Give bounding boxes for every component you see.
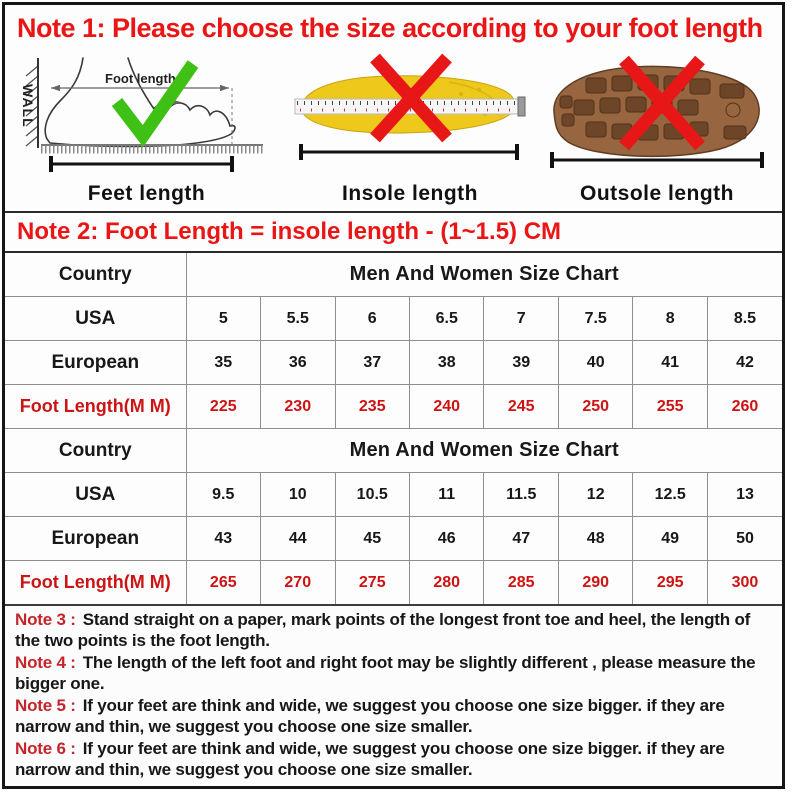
row-label-cell: Foot Length(M M) <box>5 385 186 429</box>
size-cell: 9.5 <box>186 473 260 517</box>
size-cell: 50 <box>707 517 782 561</box>
footlength-cell: 280 <box>409 561 483 605</box>
size-cell: 48 <box>558 517 632 561</box>
row-label-cell: USA <box>5 297 186 341</box>
note-5-label: Note 5 : <box>15 696 76 715</box>
measure-bracket <box>51 156 232 172</box>
table1-european-row <box>5 341 782 385</box>
size-cell: 6.5 <box>409 297 483 341</box>
note2-bar: Note 2: Foot Length = insole length - (1~1.5) CM <box>5 213 782 253</box>
size-cell: 11 <box>409 473 483 517</box>
row-label-cell: European <box>5 517 186 561</box>
footlength-cell: 260 <box>707 385 782 429</box>
size-cell: 35 <box>186 341 260 385</box>
table2-footlength-row <box>5 561 782 605</box>
country-header-cell: Country <box>5 429 186 473</box>
note-3 <box>15 610 772 651</box>
size-cell: 45 <box>335 517 409 561</box>
table2-usa-row <box>5 473 782 517</box>
outsole-length-caption: Outsole length <box>580 182 734 205</box>
size-cell: 37 <box>335 341 409 385</box>
size-cell: 8.5 <box>707 297 782 341</box>
size-cell: 7 <box>484 297 558 341</box>
country-header-cell: Country <box>5 253 186 297</box>
footlength-cell: 270 <box>261 561 335 605</box>
size-cell: 12 <box>558 473 632 517</box>
footlength-cell: 235 <box>335 385 409 429</box>
size-cell: 43 <box>186 517 260 561</box>
footlength-cell: 225 <box>186 385 260 429</box>
note-5-text: If your feet are think and wide, we suggest you choose one size bigger. if they are narrow and thin, we suggest you choose one size smaller. <box>15 696 725 736</box>
size-cell: 46 <box>409 517 483 561</box>
notes-section <box>5 604 782 786</box>
feet-length-caption: Feet length <box>87 182 206 205</box>
size-cell: 39 <box>484 341 558 385</box>
note-5 <box>15 696 772 737</box>
illustrations-row <box>5 51 782 213</box>
size-cell: 44 <box>261 517 335 561</box>
footlength-cell: 275 <box>335 561 409 605</box>
chart-title-cell: Men And Women Size Chart <box>186 253 782 297</box>
footlength-cell: 230 <box>261 385 335 429</box>
table2-european-row <box>5 517 782 561</box>
footlength-cell: 290 <box>558 561 632 605</box>
note-6-text: If your feet are think and wide, we suggest you choose one size bigger. if they are narrow and thin, we suggest you choose one size smaller. <box>15 739 725 779</box>
size-cell: 49 <box>633 517 707 561</box>
note-3-text: Stand straight on a paper, mark points of the longest front toe and heel, the length of the two points is the foot length. <box>15 610 751 650</box>
footlength-cell: 300 <box>707 561 782 605</box>
size-cell: 12.5 <box>633 473 707 517</box>
size-table <box>5 253 782 604</box>
size-cell: 11.5 <box>484 473 558 517</box>
note1-title: Note 1: Please choose the size according to your foot length <box>17 13 763 43</box>
table1-usa-row <box>5 297 782 341</box>
size-cell: 36 <box>261 341 335 385</box>
size-cell: 10.5 <box>335 473 409 517</box>
footlength-cell: 285 <box>484 561 558 605</box>
footlength-cell: 240 <box>409 385 483 429</box>
note-6 <box>15 739 772 780</box>
size-cell: 38 <box>409 341 483 385</box>
foot-measure-drawing <box>13 52 281 180</box>
foot-measure-illustration <box>5 51 288 211</box>
size-cell: 42 <box>707 341 782 385</box>
note-6-label: Note 6 : <box>15 739 76 758</box>
size-cell: 47 <box>484 517 558 561</box>
size-cell: 6 <box>335 297 409 341</box>
note-4 <box>15 653 772 694</box>
footlength-cell: 265 <box>186 561 260 605</box>
footlength-cell: 250 <box>558 385 632 429</box>
outsole-illustration <box>532 51 782 211</box>
note-4-text: The length of the left foot and right foot may be slightly different , please measure the bigger one. <box>15 653 756 693</box>
size-guide-sheet <box>2 2 785 789</box>
size-cell: 13 <box>707 473 782 517</box>
footlength-cell: 295 <box>633 561 707 605</box>
size-cell: 5 <box>186 297 260 341</box>
row-label-cell: USA <box>5 473 186 517</box>
chart-title-cell: Men And Women Size Chart <box>186 429 782 473</box>
insole-drawing <box>289 52 531 166</box>
row-label-cell: European <box>5 341 186 385</box>
ruler <box>41 145 263 150</box>
size-cell: 10 <box>261 473 335 517</box>
outsole-drawing <box>532 52 782 172</box>
note-3-label: Note 3 : <box>15 610 76 629</box>
table1-footlength-row <box>5 385 782 429</box>
foot-length-annotation: Foot length <box>104 71 176 86</box>
size-cell: 5.5 <box>261 297 335 341</box>
note-4-label: Note 4 : <box>15 653 76 672</box>
size-cell: 41 <box>633 341 707 385</box>
size-cell: 8 <box>633 297 707 341</box>
row-label-cell: Foot Length(M M) <box>5 561 186 605</box>
footlength-cell: 255 <box>633 385 707 429</box>
table2-header-row <box>5 429 782 473</box>
size-cell: 7.5 <box>558 297 632 341</box>
footlength-cell: 245 <box>484 385 558 429</box>
insole-illustration <box>288 51 532 211</box>
insole-length-caption: Insole length <box>342 182 479 205</box>
wall-label: WALL <box>19 84 36 128</box>
measure-bracket <box>301 144 517 160</box>
table1-header-row <box>5 253 782 297</box>
foot-length-arrow <box>51 85 229 105</box>
size-cell: 40 <box>558 341 632 385</box>
